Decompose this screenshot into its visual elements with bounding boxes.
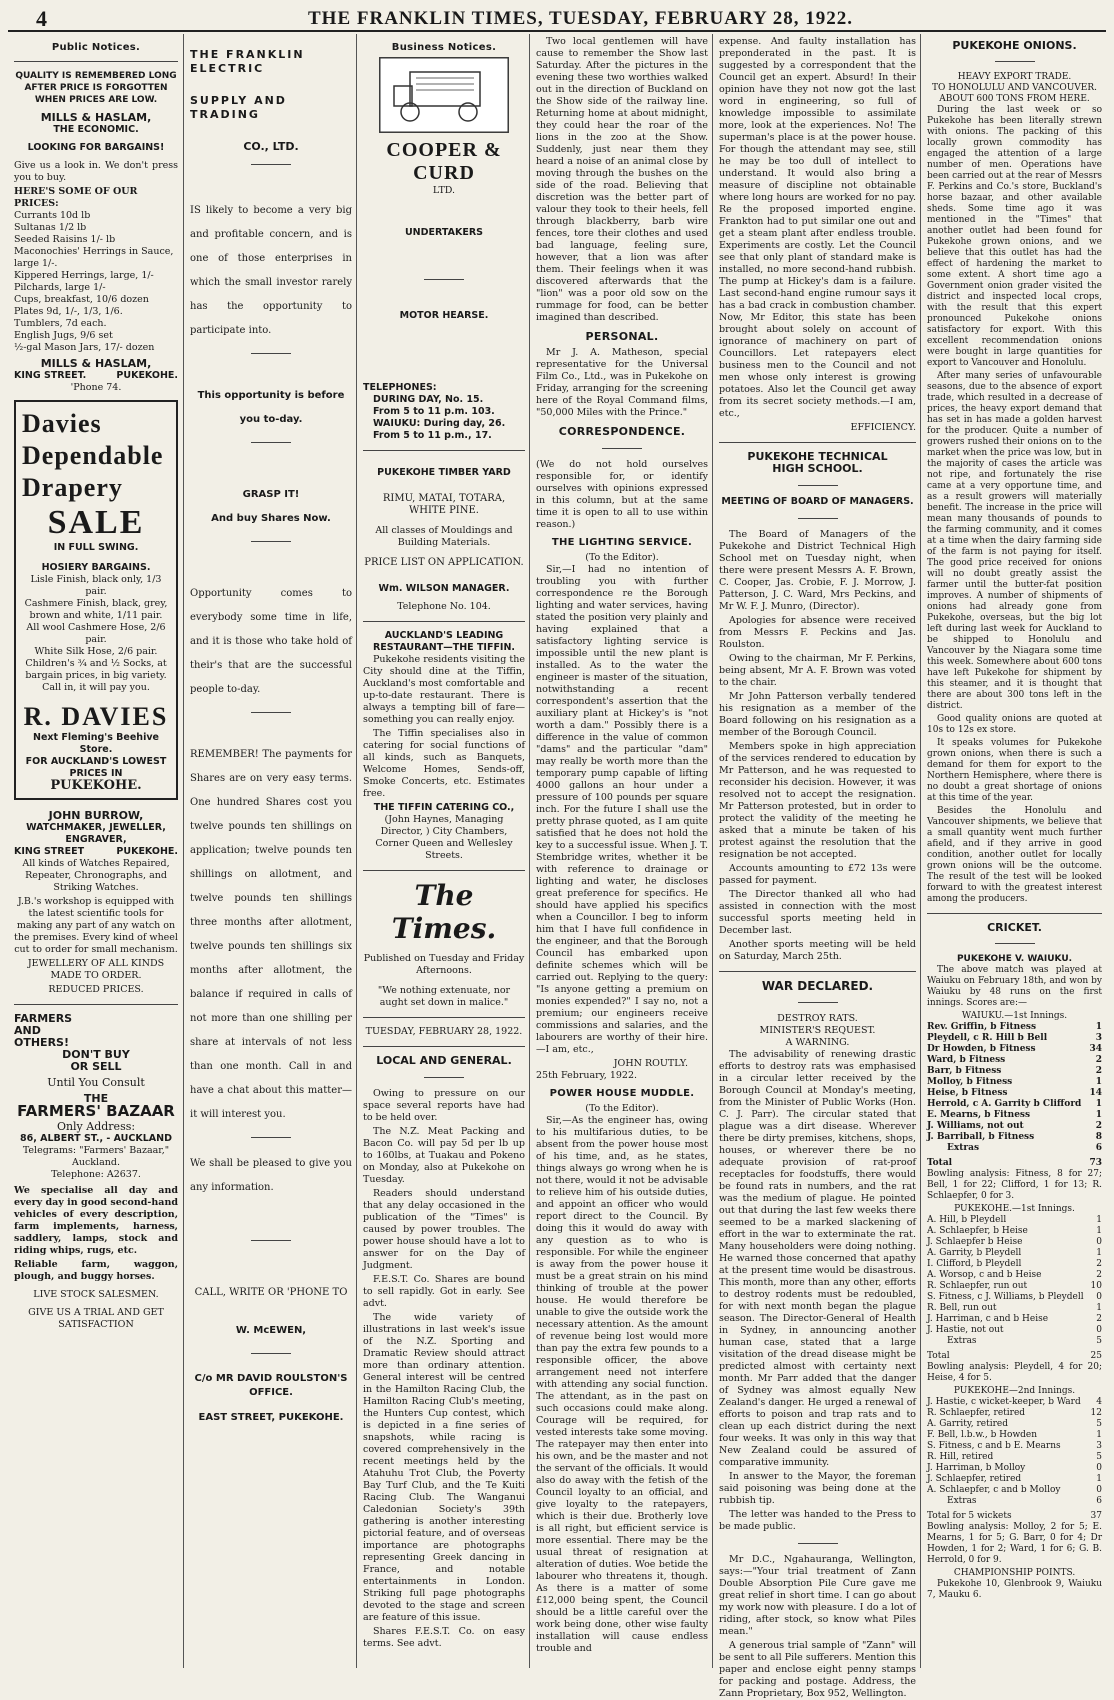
batsman: Ward, b Fitness	[927, 1055, 1006, 1065]
personal-heading: PERSONAL.	[585, 330, 659, 343]
batsman: I. Clifford, b Pleydell	[927, 1259, 1022, 1269]
timber-phone: Telephone No. 104.	[397, 601, 491, 612]
batsman: A. Garrity, retired	[927, 1419, 1008, 1429]
column-rule	[356, 34, 357, 1668]
runs: 14	[1089, 1088, 1102, 1098]
onions-sub: ABOUT 600 TONS FROM HERE.	[939, 94, 1090, 104]
war-heading: WAR DECLARED.	[761, 979, 874, 993]
davies-advert	[14, 400, 178, 800]
power-house-letter: Sir,—As the engineer has, owing to his multifarious duties, to be absent from the power house most of his time, and, as he states, things always go wrong when he is not there, would it not be advisable to relieve him of his outside duties, and appoint an officer who would report direct to the Council. By doing this it would do away with any question as to who is responsible. For while the engineer is away from the power house it must be a great strain on his mind thinking of trouble at the power house. He would therefore be unable to give the outside work the necessary attention. As the amount of revenue being lost would more than pay the extra few pounds to a responsible officer, the above arrangement need not interfere with attending any social function. The attendant, as in the past on such occasions could make along. Courage will be required, for vested interests take some moving. The ratepayer may then enter into his own, and be the master and not the servant of the officials. It would also do away with the fetish of the Council loyalty to an official, and give loyalty to the ratepayers, which is their due. Brotherly love is all right, but efficient service is more essential. There may be the usual threat of resignation at alteration of duties. Woe betide the labourer who threatens it, though. As there is a matter of some £12,000 being spent, the Council should be a little careful over the work being done, other wise faulty installation will cause endless trouble and	[536, 1115, 708, 1654]
to-editor: (To the Editor).	[585, 1103, 659, 1114]
cricket-heading: CRICKET.	[987, 921, 1042, 934]
onions-text: It speaks volumes for Pukekohe grown onions, when there is such a demand for them for export to the Northern Hemisphere, where there is no doubt a great shortage of onions at this time of the year.	[927, 738, 1102, 803]
telephone-line: From 5 to 11 p.m. 103.	[373, 406, 495, 417]
tiffin-company: THE TIFFIN CATERING CO.,	[373, 802, 515, 813]
hosiery-heading: HOSIERY BARGAINS.	[41, 562, 151, 573]
column-correspondence	[532, 36, 712, 1666]
batsman: S. Fitness, c and b E. Mearns	[927, 1441, 1061, 1451]
to-editor: (To the Editor).	[585, 552, 659, 563]
batsman: S. Fitness, c J. Williams, b Pleydell	[927, 1292, 1084, 1302]
farmers-or: OR SELL	[70, 1060, 122, 1073]
undertakers: UNDERTAKERS	[404, 227, 484, 238]
batsman: J. Harriman, b Molloy	[927, 1463, 1026, 1473]
innings-heading: PUKEKOHE.—1st Innings.	[954, 1204, 1075, 1214]
quality-slogan: QUALITY IS REMEMBERED LONG AFTER PRICE IS FORGOTTEN WHEN PRICES ARE LOW.	[15, 71, 177, 105]
war-text: The letter was handed to the Press to be made public.	[719, 1509, 916, 1532]
tiffin-text: The Tiffin specialises also in catering for social functions of all kinds, such as Banquets, Welcome Homes, Sends-off, Smoke Concerts, etc. Estimates free.	[363, 728, 525, 799]
match-text: The above match was played at Waiuku on February 18th, and won by Waiuku by 48 runs on the first innings. Scores are:—	[927, 965, 1102, 1008]
runs: 0	[1096, 1237, 1102, 1247]
price-item: Maconochies' Herrings in Sauce, large 1/-.	[14, 246, 174, 269]
section-heading: Public Notices.	[51, 42, 141, 53]
davies-title: Davies	[22, 409, 102, 438]
farmers-telephone: Telephone: A2637.	[51, 1169, 141, 1180]
column-rule	[920, 34, 921, 1668]
r-davies-town: PUKEKOHE.	[50, 778, 142, 793]
r-davies-address: Next Fleming's Beehive Store.	[33, 732, 159, 755]
town: PUKEKOHE.	[116, 370, 178, 381]
technical-text: Mr John Patterson verbally tendered his resignation as a member of the Board following on his resignation as a member of the Borough Council.	[719, 691, 916, 738]
hosiery-item: All wool Cashmere Hose, 2/6 pair.	[26, 622, 166, 645]
street: KING STREET.	[14, 370, 87, 381]
runs: 0	[1096, 1292, 1102, 1302]
lighting-date: 25th February, 1922.	[536, 1070, 638, 1081]
war-sub: DESTROY RATS.	[777, 1013, 858, 1024]
innings-heading: PUKEKOHE—2nd Innings.	[953, 1386, 1076, 1396]
runs: 1	[1095, 1022, 1102, 1032]
times-published: Published on Tuesday and Friday Afternoons.	[363, 953, 525, 976]
runs: 0	[1096, 1485, 1102, 1495]
column-public-notices	[10, 36, 182, 1666]
runs: 5	[1096, 1452, 1102, 1462]
extras: Extras	[947, 1496, 977, 1506]
runs: 8	[1095, 1132, 1102, 1142]
runs: 3	[1096, 1441, 1102, 1451]
price-item: Seeded Raisins 1/- lb	[14, 234, 116, 245]
lighting-signature: JOHN ROUTLY.	[613, 1058, 688, 1069]
bowling-analysis: Bowling analysis: Fitness, 8 for 27; Bell, 1 for 22; Clifford, 1 for 13; R. Schlaepfer, 0 for 3.	[927, 1169, 1102, 1201]
personal-text: Mr J. A. Matheson, special representative for the Universal Film Co., Ltd., was in Pukekohe on Friday, arranging for the screening here of the Royal Command films, "50,000 Miles with the Prince."	[536, 347, 708, 418]
cooper-curd-name: COOPER & CURD	[386, 139, 502, 184]
runs: 1	[1095, 1077, 1102, 1087]
town: PUKEKOHE.	[116, 846, 178, 857]
runs: 2	[1095, 1055, 1102, 1065]
times-motto: "We nothing extenuate, nor aught set down in malice."	[377, 985, 511, 1008]
electric-text: We shall be pleased to give you any information.	[190, 1158, 352, 1193]
batsman: J. Harriman, c and b Heise	[927, 1314, 1049, 1324]
electric-text: IS likely to become a very big and profitable concern, and is one of those enterprises in which the small investor rarely has the opportunity to participate into.	[190, 205, 352, 336]
hosiery-item: Lisle Finish, black only, 1/3 pair.	[30, 574, 162, 597]
bowling-analysis: Bowling analysis: Pleydell, 4 for 20; Heise, 4 for 5.	[927, 1362, 1102, 1383]
price-item: Sultanas 1/2 lb	[14, 222, 87, 233]
technical-heading: HIGH SCHOOL.	[772, 462, 863, 475]
scorecard-waiuku	[927, 1022, 1102, 1169]
electric-text: REMEMBER! The payments for Shares are on very easy terms. One hundred Shares cost you twelve pounds ten shillings on application; twelve pounds ten shillings on allotment, and twelve pounds ten shillings three months after allotment, twelve pounds ten shillings six months after allotment, the balance if required in calls of not more than one shilling per share at intervals of not less than one month. Call in and have a chat about this matter—it will interest you.	[190, 749, 352, 1120]
batsman: R. Schlaepfer, run out	[927, 1281, 1028, 1291]
championship-heading: CHAMPIONSHIP POINTS.	[953, 1568, 1076, 1578]
advertiser-name: MILLS & HASLAM,	[40, 111, 152, 124]
motor-hearse: MOTOR HEARSE.	[399, 310, 489, 321]
price-item: English Jugs, 9/6 set	[14, 330, 113, 341]
technical-text: The Board of Managers of the Pukekohe and District Technical High School met on Tuesday night, when there were present Messrs A. F. Brown, C. Cooper, Jas. Crobie, F. J. Morrow, J. Patterson, J. C. Ward, Mrs Peckins, and Mr W. F. J. Munro, (Director).	[719, 529, 916, 612]
onions-heading: PUKEKOHE ONIONS.	[952, 39, 1077, 52]
total-label: Total	[927, 1158, 953, 1168]
price-item: Cups, breakfast, 10/6 dozen	[14, 294, 149, 305]
runs: 1	[1096, 1474, 1102, 1484]
extras: Extras	[947, 1143, 980, 1153]
batsman: J. Hastie, not out	[927, 1325, 1004, 1335]
timber-types: RIMU, MATAI, TOTARA, WHITE PINE.	[382, 493, 506, 516]
local-item: F.E.S.T. Co. Shares are bound to sell rapidly. Got in early. See advt.	[363, 1274, 525, 1309]
batsman: A. Schlaepfer, b Heise	[927, 1226, 1028, 1236]
batsman: Molloy, b Fitness	[927, 1077, 1013, 1087]
burrow-text: REDUCED PRICES.	[48, 984, 144, 995]
hosiery-item: Children's ¾ and ½ Socks, at bargain prices, in big variety.	[25, 658, 167, 681]
runs: 1	[1096, 1226, 1102, 1236]
price-list	[14, 210, 178, 354]
lighting-heading: THE LIGHTING SERVICE.	[551, 537, 693, 548]
electric-call: CALL, WRITE OR 'PHONE TO	[194, 1287, 348, 1298]
batsman: F. Bell, l.b.w., b Howden	[927, 1430, 1038, 1440]
burrow-text: All kinds of Watches Repaired, Repeater, Chronographs, and Striking Watches.	[22, 858, 170, 893]
efficiency-signature: EFFICIENCY.	[850, 422, 916, 433]
tiffin-text: Pukekohe residents visiting the City should dine at the Tiffin, Auckland's most comfortable and up-to-date restaurant. There is always a tempting bill of fare—something you can really enjoy.	[363, 654, 525, 725]
runs: 12	[1090, 1408, 1102, 1418]
bowling-analysis: Bowling analysis: Molloy, 2 for 5; E. Mearns, 1 for 5; G. Barr, 0 for 4; Dr Howden, 1 for 2; Ward, 1 for 6; G. B. Herrold, 0 for 9.	[927, 1522, 1102, 1565]
runs: 2	[1096, 1314, 1102, 1324]
price-item: Currants 10d lb	[14, 210, 91, 221]
batsman: A. Schlaepfer, c and b Molloy	[927, 1485, 1061, 1495]
war-text: The advisability of renewing drastic efforts to destroy rats was emphasised in a circular letter received by the Borough Council at Monday's meeting, from the Minister of Public Works (Hon. C. J. Parr). The circular stated that plague was a dirt disease. Wherever there be dirty premises, kitchens, shops, houses, or wherever there be no adequate provision of rat-proof receptacles for foodstuffs, there would be found rats in numbers, and the rat was the medium of plague. He pointed out that during the last few weeks there seemed to be a marked slackening of effort in the war to exterminate the rat. Many householders were doing nothing. He warned those concerned that apathy at the present time would be disastrous. This month, more than any other, efforts to destroy rodents must be redoubled, for with next month began the plague season. The Director-General of Health in Sydney, in announcing another human case, stated that a large visitation of the dread disease might be predicted almost with certainty next month. Mr Parr added that the danger of Sydney was almost equally New Zealand's danger. He urged a renewal of efforts to poison and trap rats and to clean up each district during the next four weeks. It was only in this way that New Zealand could be assured of comparative immunity.	[719, 1049, 916, 1468]
batsman: A. Garrity, b Pleydell	[927, 1248, 1022, 1258]
local-item: Owing to pressure on our space several reports have had to be held over.	[363, 1088, 525, 1123]
masthead-title: THE FRANKLIN TIMES, TUESDAY, FEBRUARY 28, 1922.	[308, 8, 854, 29]
total-label: Total for 5 wickets	[927, 1511, 1012, 1521]
electric-contact: W. McEWEN,	[235, 1325, 307, 1336]
column-onions-cricket	[923, 36, 1106, 1666]
runs: 2	[1096, 1270, 1102, 1280]
advertiser-tagline: THE ECONOMIC.	[53, 124, 139, 135]
price-item: Tumblers, 7d each.	[14, 318, 107, 329]
runs: 2	[1095, 1066, 1102, 1076]
runs: 2	[1096, 1259, 1102, 1269]
batsman: J. Schlaepfer, retired	[927, 1474, 1022, 1484]
burrow-trade: WATCHMAKER, JEWELLER, ENGRAVER,	[26, 822, 166, 845]
runs: 1	[1096, 1248, 1102, 1258]
technical-text: Owing to the chairman, Mr F. Perkins, being absent, Mr A. F. Brown was voted to the chair.	[719, 653, 916, 688]
runs: 0	[1096, 1463, 1102, 1473]
tiffin-address: (John Haynes, Managing Director, ) City Chambers, Corner Queen and Wellesley Streets.	[375, 814, 513, 861]
runs: 1	[1096, 1215, 1102, 1225]
farmers-bazaar: FARMERS' BAZAAR	[17, 1102, 175, 1120]
telephone-line: DURING DAY, No. 15.	[373, 394, 484, 405]
price-item: Plates 9d, 1/-, 1/3, 1/6.	[14, 306, 123, 317]
hosiery-item: Cashmere Finish, black, grey, brown and white, 1/11 pair.	[24, 598, 168, 621]
burrow-text: J.B.'s workshop is equipped with the latest scientific tools for making any part of any watch on the premises. Every kind of wheel cut to order for small mechanism.	[14, 896, 178, 955]
electric-office: C/o MR DAVID ROULSTON'S OFFICE.	[194, 1373, 348, 1398]
article-text: Two local gentlemen will have cause to remember the Show last Saturday. After the pictures in the evening these two worthies walked out in the direction of Buckland on the Show side of the railway line. Returning home at about midnight, they could hear the roar of the lions in the zoo at the Show. Suddenly, just near them they heard a noise of an animal close by moving through the bushes on the side of the road. Believing that discretion was the better part of valour they took to their heels, fell through blackberry, barb wire fences, tore their clothes and used bad language, feeling sure, however, that a lion was after them. Their feelings when it was discovered afterwards that the "lion" was a poor old sow on the rummage for food, can be better imagined than described.	[536, 36, 708, 323]
electric-title: CO., LTD.	[243, 140, 299, 153]
advertiser-name: MILLS & HASLAM,	[40, 357, 152, 370]
technical-text: Apologies for absence were received from Messrs F. Peckins and Jas. Roulston.	[719, 615, 916, 650]
total-runs: 73	[1089, 1158, 1102, 1168]
farmers-text: We specialise all day and every day in good second-hand vehicles of every description, farm implements, harness, saddlery, lamps, stock and riding whips, rugs, etc.	[14, 1185, 178, 1256]
lighting-letter: Sir,—I had no intention of troubling you with further correspondence re the Borough lighting and water services, having stated the position very plainly and having explained that a satisfactory lighting service is impossible until the new plant is installed. As to the water the engineer is master of the situation, notwithstanding a recent correspondent's assertion that the auxiliary plant at Hickey's is "not worth a dam." Possibly there is a difference in the value of common "dams" and the particular "dam" may really be worth more than the temporary pump capable of lifting 4000 gallons an hour under a pressure of 100 pounds per square inch. For the future I shall use the pretty phrase quoted, as I am quite satisfied that he does not hold the key to a successful issue. When J. T. Stembridge writes, whether it be with reference to drainage or lighting and water, he discloses great preference for specifics. He should have applied his specifics when a Councillor. I beg to inform him that I have full confidence in the engineer, and that the Borough Council has embarked upon definite schemes which will be carried out. Replying to the query: "Is anyone getting a premium on monies expended?" I say no, not a premium; our engineers receive commissions and salaries, and the labourers are worthy of their hire.—I am, etc.,	[536, 564, 708, 1055]
batsman: Rev. Griffin, b Fitness	[927, 1022, 1037, 1032]
onions-text: During the last week or so Pukekohe has been literally strewn with onions. The packing of this locally grown commodity has engaged the attention of a large number of men. Operations have been carried out at the rear of Messrs F. Perkins and Co.'s store, Buckland's horse bazaar, and other available sheds. Some time ago it was mentioned in the "Times" that another outlet had been found for Pukekohe grown onions, and we believe that this outlet has had the effect of hardening the market to some extent. A short time ago a Government onion grader visited the district and inspected local crops, with the result that this expert pronounced Pukekohe onions satisfactory for export. With this excellent recommendation onions were bought in large quantities for export to Vancouver and Honolulu.	[927, 105, 1102, 368]
hosiery-item: Call in, it will pay you.	[42, 682, 150, 693]
runs: 5	[1096, 1419, 1102, 1429]
masthead	[8, 4, 1106, 32]
electric-title: SUPPLY AND TRADING	[190, 94, 287, 121]
onions-sub: HEAVY EXPORT TRADE.	[957, 72, 1072, 82]
batsman: Heise, b Fitness	[927, 1088, 1008, 1098]
power-house-heading: POWER HOUSE MUDDLE.	[549, 1088, 695, 1099]
column-business-notices	[359, 36, 529, 1666]
batsman: Barr, b Fitness	[927, 1066, 1002, 1076]
correspondence-disclaimer: (We do not hold ourselves responsible for, or identify ourselves with opinions expressed in this column, but at the same time it is open to all to use within reason.)	[536, 459, 708, 530]
correspondence-heading: CORRESPONDENCE.	[558, 425, 686, 438]
runs: 2	[1095, 1121, 1102, 1131]
technical-text: Members spoke in high appreciation of the services rendered to education by Mr Patterson, and he was requested to reconsider his decision. However, it was resolved not to accept the resignation. Mr Patterson protested, but in order to protect the validity of the meeting he asked that a minute be taken of his protest against the resolution that the resignation be not accepted.	[719, 741, 916, 860]
zann-advert: Mr D.C., Ngahauranga, Wellington, says:—"Your trial treatment of Zann Double Absorption Pile Cure gave me great relief in short time. I can go about my work now with pleasure. I do a lot of riding, after stock, so know what Piles mean."	[719, 1554, 916, 1637]
technical-text: Another sports meeting will be held on Saturday, March 25th.	[719, 939, 916, 962]
championship-text: Pukekohe 10, Glenbrook 9, Waiuku 7, Mauku 6.	[927, 1579, 1102, 1600]
farmers-address: 86, ALBERT ST., - AUCKLAND	[20, 1133, 172, 1144]
onions-text: After many series of unfavourable seasons, due to the absence of export trade, which resulted in a decrease of prices, the heavy export demand that has set in has made a golden harvest for the producer. Quite a number of growers rushed their onions on to the market when the price was low, but in the majority of cases the article was not ripe, and fortunately the rise came at a very opportune time, and as a result growers will materially benefit. The increase in the price will mean many thousands of pounds to the farming community, and it comes at a time when the dairy farming side of the farm is not paying for itself. The good price received for onions will no doubt greatly assist the farmer until the butter-fat position improves. A number of shipments of onions had already gone from Pukekohe, overseas, but the big lot left during last week for Auckland to be shipped to Honolulu and Vancouver by the Niagara some time this week. Somewhere about 600 tons have left Pukekohe for shipment by this steamer, and it is thought that there are about 300 tons left in the district.	[927, 371, 1102, 711]
local-general-heading: LOCAL AND GENERAL.	[376, 1054, 512, 1067]
hosiery-item: White Silk Hose, 2/6 pair.	[34, 646, 158, 657]
batsman: J. Williams, not out	[927, 1121, 1024, 1131]
total-runs: 37	[1090, 1511, 1102, 1521]
local-item: Shares F.E.S.T. Co. on easy terms. See advt.	[363, 1626, 525, 1649]
runs: 3	[1095, 1033, 1102, 1043]
local-item: The N.Z. Meat Packing and Bacon Co. will pay 5d per lb up to 160lbs, at Tuakau and Pokeno on Monday, also at Pukekohe on Tuesday.	[363, 1126, 525, 1185]
telephone-line: WAIUKU: During day, 26.	[373, 418, 506, 429]
issue-date: TUESDAY, FEBRUARY 28, 1922.	[365, 1026, 523, 1037]
cooper-curd-ltd: LTD.	[432, 185, 456, 196]
war-text: In answer to the Mayor, the foreman said poisoning was being done at the rubbish tip.	[719, 1471, 916, 1506]
price-list: PRICE LIST ON APPLICATION.	[364, 557, 524, 568]
technical-heading: PUKEKOHE TECHNICAL	[747, 450, 888, 463]
timber-text: All classes of Mouldings and Building Materials.	[375, 525, 513, 548]
column-franklin-electric	[186, 36, 356, 1666]
runs: 1	[1095, 1099, 1102, 1109]
farmers-dont: DON'T BUY	[62, 1048, 130, 1061]
meeting-heading: MEETING OF BOARD OF MANAGERS.	[721, 496, 914, 507]
timber-manager: Wm. WILSON MANAGER.	[378, 583, 510, 594]
batsman: Herrold, c A. Garrity b Clifford	[927, 1099, 1082, 1109]
batsman: A. Worsop, c and b Heise	[927, 1270, 1042, 1280]
runs: 10	[1090, 1281, 1102, 1291]
times-nameplate: The Times.	[391, 879, 497, 945]
runs: 1	[1096, 1303, 1102, 1313]
street: KING STREET	[14, 846, 85, 857]
innings-heading: WAIUKU.—1st Innings.	[961, 1011, 1068, 1021]
farmers-the: THE	[83, 1092, 109, 1105]
phone: 'Phone 74.	[70, 382, 122, 393]
davies-title: Drapery	[22, 473, 123, 502]
burrow-name: JOHN BURROW,	[48, 809, 144, 822]
column-technical-school	[715, 36, 920, 1699]
runs: 5	[1096, 1336, 1102, 1346]
telephones-heading: TELEPHONES:	[363, 382, 437, 393]
sale-heading: SALE	[47, 504, 145, 541]
farmers-heading: AND	[14, 1024, 41, 1037]
batsman: R. Hill, retired	[927, 1452, 994, 1462]
electric-street: EAST STREET, PUKEKOHE.	[198, 1412, 344, 1423]
extras: Extras	[947, 1336, 977, 1346]
technical-text: Accounts amounting to £72 13s were passed for payment.	[719, 863, 916, 886]
r-davies-name: R. DAVIES	[23, 702, 169, 731]
total-runs: 25	[1090, 1351, 1102, 1361]
davies-title: Dependable	[22, 441, 164, 470]
batsman: J. Barriball, b Fitness	[927, 1132, 1035, 1142]
power-house-letter-cont: expense. And faulty installation has preponderated in the past. It is suggested by a correspondent that the Council get an expert. Absurd! In their opinion have they not now got the last word in engineering, so full of knowledge impossible to assimilate more, look at the experiences. No! The superman's place is at the power house. For though the attendant may see, still he may be too dull of intellect to understand. It would also bring a measure of discipline not obtainable where long hours are worked for no pay. Re the proposed imported engine. Frankton had to put similar one out and get a steam plant after endless trouble. Experiments are costly. Let the Council see that only plant of standard make is installed, no more second-hand rubbish. The pump at Hickey's dam is a failure. Last second-hand engine rumour says it has a bad crack in combustion chamber. Now, Mr Editor, this state has been brought about solely on account of ignorance of machinery on part of Councillors. Let ratepayers elect business men to the Council and not men whose only interest is growing potatoes. Also let the Council get away from its secret society methods.—I am, etc.,	[719, 36, 916, 419]
sale-sub: IN FULL SWING.	[53, 542, 139, 553]
section-heading: Business Notices.	[391, 42, 497, 53]
timber-yard-heading: PUKEKOHE TIMBER YARD	[377, 467, 511, 478]
runs: 6	[1096, 1496, 1102, 1506]
farmers-until: Until You Consult	[47, 1076, 145, 1089]
onions-text: Besides the Honolulu and Vancouver shipments, we believe that a small quantity went much further afield, and if they arrive in good condition, another outlet for locally grown onions will be the outcome. The result of the test will be looked forward to with the greatest interest among the producers.	[927, 806, 1102, 904]
scorecard-pukekohe-1	[927, 1215, 1102, 1362]
local-item: The wide variety of illustrations in last week's issue of the N.Z. Sporting and Dramatic Review should attract more than ordinary attention. General interest will be centred in the Hamilton Racing Club, the Hamilton Racing Club's meeting, the Hunters Cup contest, which is depicted in a fine series of snapshots, while racing is covered comprehensively in the recent meetings held by the Atahuhu Trot Club, the Poverty Bay Turf Club, and the Te Kuiti Racing Club. The Wanganui Caledonian Society's 39th gathering is another interesting pictorial feature, and of overseas importance are photographs representing Greek dancing in France, and notable entertainments in London. Striking full page photographs devoted to the stage and screen are feature of this issue.	[363, 1312, 525, 1623]
runs: 4	[1096, 1397, 1102, 1407]
farmers-heading: FARMERS	[14, 1012, 73, 1025]
batsman: A. Hill, b Pleydell	[927, 1215, 1007, 1225]
farmers-heading: OTHERS!	[14, 1036, 69, 1049]
r-davies-slogan: FOR AUCKLAND'S LOWEST PRICES IN	[25, 756, 167, 779]
electric-text: Opportunity comes to everybody some time in life, and it is those who take hold of their's that are the successful people to-day.	[190, 588, 352, 695]
farmers-telegrams: Telegrams: "Farmers' Bazaar," Auckland.	[22, 1145, 170, 1168]
bargains-heading: LOOKING FOR BARGAINS!	[27, 142, 165, 153]
war-sub: MINISTER'S REQUEST.	[759, 1025, 876, 1036]
column-rule	[529, 34, 530, 1668]
scorecard-pukekohe-2	[927, 1397, 1102, 1522]
onions-text: Good quality onions are quoted at 10s to 12s ex store.	[927, 714, 1102, 735]
grasp-heading: GRASP IT!	[242, 489, 300, 500]
batsman: R. Schlaepfer, retired	[927, 1408, 1026, 1418]
war-sub: A WARNING.	[785, 1037, 850, 1048]
price-item: Kippered Herrings, large, 1/-	[14, 270, 154, 281]
total-label: Total	[927, 1351, 950, 1361]
farmers-text: Reliable farm, waggon, plough, and buggy horses.	[14, 1259, 178, 1282]
batsman: J. Schlaepfer b Heise	[927, 1237, 1023, 1247]
runs: 1	[1095, 1110, 1102, 1120]
onions-sub: TO HONOLULU AND VANCOUVER.	[932, 83, 1097, 93]
farmers-salesmen: LIVE STOCK SALESMEN.	[33, 1289, 159, 1300]
telephone-line: From 5 to 11 p.m., 17.	[373, 430, 492, 441]
buy-heading: And buy Shares Now.	[211, 513, 331, 524]
burrow-text: JEWELLERY OF ALL KINDS MADE TO ORDER.	[27, 958, 165, 981]
price-item: ½-gal Mason Jars, 17/- dozen	[14, 342, 155, 353]
electric-title: THE FRANKLIN ELECTRIC	[190, 48, 305, 75]
runs: 34	[1089, 1044, 1102, 1054]
ad-text: Give us a look in. We don't press you to buy.	[14, 160, 178, 183]
batsman: E. Mearns, b Fitness	[927, 1110, 1031, 1120]
page-number: 4	[36, 6, 47, 31]
farmers-only: Only Address:	[56, 1120, 136, 1133]
runs: 6	[1095, 1143, 1102, 1153]
hearse-illustration	[379, 57, 509, 133]
runs: 1	[1096, 1430, 1102, 1440]
column-rule	[712, 34, 713, 1668]
tiffin-heading: AUCKLAND'S LEADING RESTAURANT—THE TIFFIN.	[372, 630, 516, 653]
match-heading: PUKEKOHE V. WAIUKU.	[956, 954, 1073, 964]
electric-text: This opportunity is before you to-day.	[197, 390, 345, 425]
technical-text: The Director thanked all who had assisted in connection with the most successful sports meeting held in December last.	[719, 889, 916, 936]
batsman: Pleydell, c R. Hill b Bell	[927, 1033, 1048, 1043]
price-item: Pilchards, large 1/-	[14, 282, 106, 293]
batsman: R. Bell, run out	[927, 1303, 997, 1313]
zann-advert: A generous trial sample of "Zann" will be sent to all Pile sufferers. Mention this paper and enclose eight penny stamps for packing and postage. Address, the Zann Proprietary, Box 952, Wellington.	[719, 1640, 916, 1699]
batsman: Dr Howden, b Fitness	[927, 1044, 1036, 1054]
prices-heading: HERE'S SOME OF OUR PRICES:	[14, 186, 138, 209]
farmers-give: GIVE US A TRIAL AND GET SATISFACTION	[28, 1307, 164, 1330]
local-item: Readers should understand that any delay occasioned in the publication of the "Times" is caused by power troubles. The power house should have a lot to answer for on the Day of Judgment.	[363, 1188, 525, 1271]
runs: 0	[1096, 1325, 1102, 1335]
column-rule	[183, 34, 184, 1668]
batsman: J. Hastie, c wicket-keeper, b Ward	[927, 1397, 1081, 1407]
